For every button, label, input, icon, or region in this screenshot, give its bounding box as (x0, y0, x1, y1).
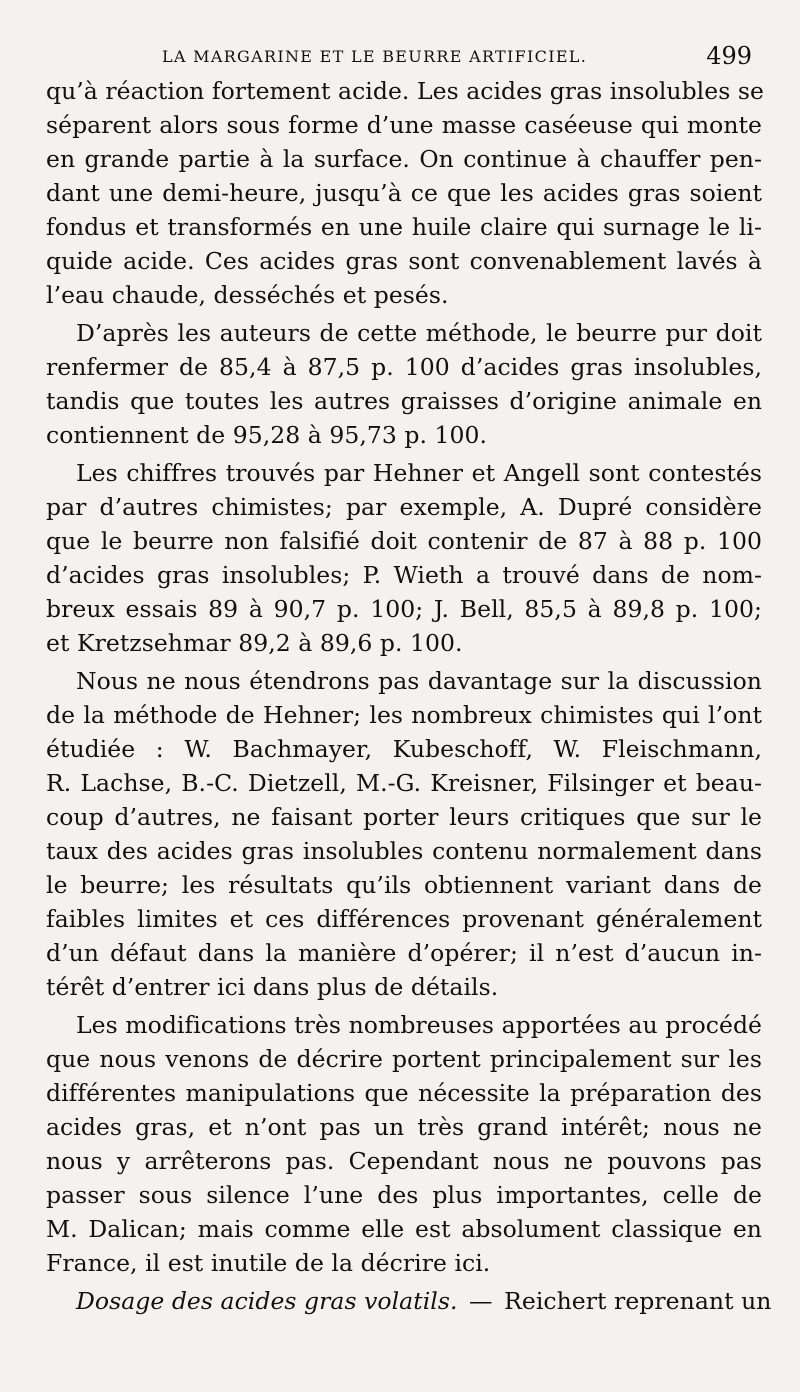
text-line (46, 1284, 772, 1318)
text-line: renfermer de 85,4 à 87,5 p. 100 d’acides gras insolubles, (46, 353, 762, 381)
paragraph-2 (46, 316, 762, 452)
text-line: que nous venons de décrire portent principalement sur les (46, 1045, 762, 1073)
text-line: l’eau chaude, desséchés et pesés. (46, 281, 449, 309)
text-line: térêt d’entrer ici dans plus de détails. (46, 973, 499, 1001)
text-line: breux essais 89 à 90,7 p. 100; J. Bell, 85,5 à 89,8 p. 100; (46, 595, 762, 623)
page-number: 499 (706, 42, 752, 70)
text-line: et Kretzsehmar 89,2 à 89,6 p. 100. (46, 629, 463, 657)
text-line: Les modifications très nombreuses apportées au procédé (76, 1011, 762, 1039)
text-line: étudiée : W. Bachmayer, Kubeschoff, W. Fleischmann, (46, 735, 762, 763)
text-line: par d’autres chimistes; par exemple, A. Dupré considère (46, 493, 762, 521)
paragraph-5 (46, 1008, 762, 1280)
em-dash: — (469, 1287, 493, 1315)
continuation-text: Reichert reprenant un (504, 1287, 772, 1315)
text-line: France, il est inutile de la décrire ici. (46, 1249, 491, 1277)
text-line: D’après les auteurs de cette méthode, le beurre pur doit (76, 319, 762, 347)
paragraph-1 (46, 74, 762, 312)
text-line: de la méthode de Hehner; les nombreux chimistes qui l’ont (46, 701, 762, 729)
text-line: séparent alors sous forme d’une masse caséeuse qui monte (46, 111, 762, 139)
text-line: qu’à réaction fortement acide. Les acides gras insolubles se (46, 77, 764, 105)
text-line: acides gras, et n’ont pas un très grand intérêt; nous ne (46, 1113, 762, 1141)
text-line: dant une demi-heure, jusqu’à ce que les acides gras soient (46, 179, 762, 207)
text-line: contiennent de 95,28 à 95,73 p. 100. (46, 421, 488, 449)
text-line: que le beurre non falsifié doit contenir de 87 à 88 p. 100 (46, 527, 762, 555)
text-line: taux des acides gras insolubles contenu normalement dans (46, 837, 762, 865)
text-line: coup d’autres, ne faisant porter leurs critiques que sur le (46, 803, 762, 831)
text-line: faibles limites et ces différences provenant généralement (46, 905, 762, 933)
text-line: d’acides gras insolubles; P. Wieth a trouvé dans de nom- (46, 561, 762, 589)
text-line: Les chiffres trouvés par Hehner et Angell sont contestés (76, 459, 762, 487)
paragraph-3 (46, 456, 762, 660)
running-title: LA MARGARINE ET LE BEURRE ARTIFICIEL. (162, 47, 588, 66)
text-line: nous y arrêterons pas. Cependant nous ne pouvons pas (46, 1147, 762, 1175)
text-line: fondus et transformés en une huile claire qui surnage le li- (46, 213, 762, 241)
final-paragraph (46, 1284, 772, 1318)
page-body (46, 74, 772, 1318)
page-header (0, 40, 800, 74)
text-line: d’un défaut dans la manière d’opérer; il n’est d’aucun in- (46, 939, 762, 967)
text-line: quide acide. Ces acides gras sont convenablement lavés à (46, 247, 762, 275)
text-line: passer sous silence l’une des plus importantes, celle de (46, 1181, 762, 1209)
text-line: R. Lachse, B.-C. Dietzell, M.-G. Kreisner, Filsinger et beau- (46, 769, 762, 797)
text-line: M. Dalican; mais comme elle est absolument classique en (46, 1215, 762, 1243)
text-line: le beurre; les résultats qu’ils obtiennent variant dans de (46, 871, 762, 899)
text-line: différentes manipulations que nécessite la préparation des (46, 1079, 762, 1107)
paragraph-4 (46, 664, 762, 1004)
section-heading: Dosage des acides gras volatils. (76, 1287, 458, 1315)
text-line: Nous ne nous étendrons pas davantage sur la discussion (76, 667, 762, 695)
text-line: en grande partie à la surface. On continue à chauffer pen- (46, 145, 762, 173)
text-line: tandis que toutes les autres graisses d’origine animale en (46, 387, 762, 415)
